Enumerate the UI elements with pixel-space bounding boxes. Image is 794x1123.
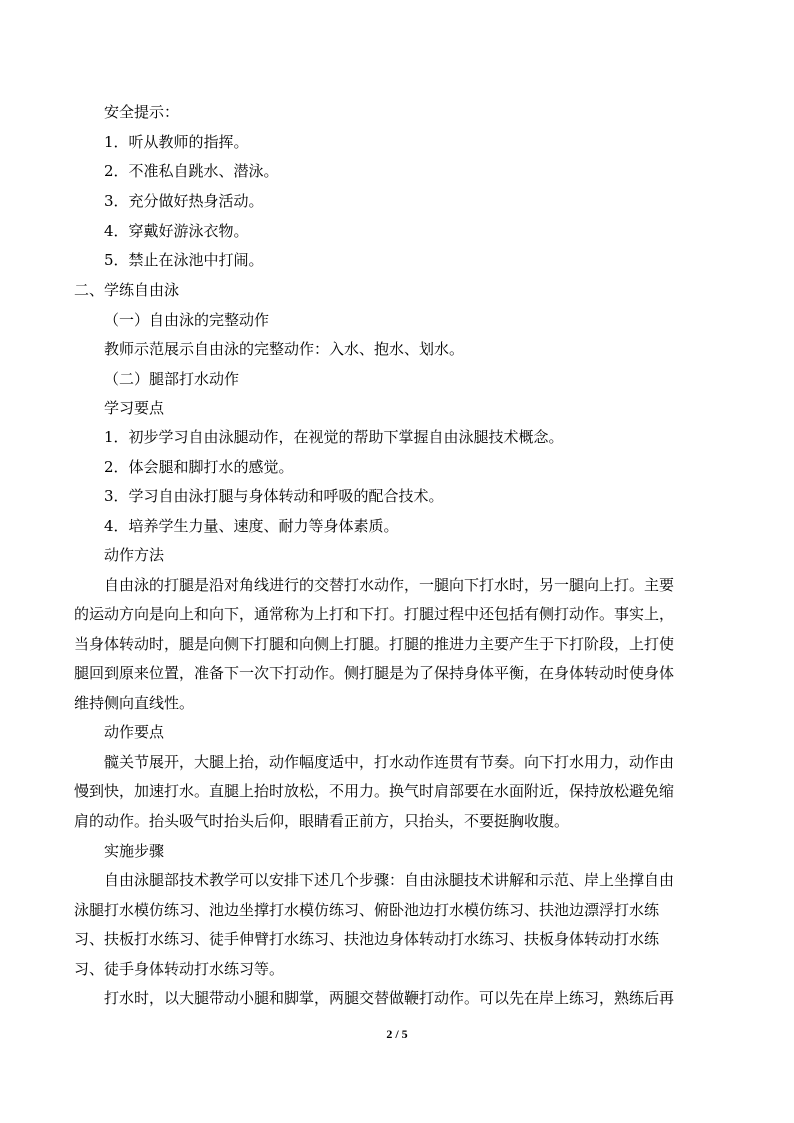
text-line: 二、学练自由泳 xyxy=(74,281,180,299)
text-line: （二）腿部打水动作 xyxy=(104,370,240,388)
text-line: 2．体会腿和脚打水的感觉。 xyxy=(104,458,294,476)
text-line: 腿回到原来位置，准备下一次下打动作。侧打腿是为了保持身体平衡，在身体转动时使身体 xyxy=(74,664,675,682)
text-line: 实施步骤 xyxy=(104,842,165,860)
text-line: 的运动方向是向上和向下，通常称为上打和下打。打腿过程中还包括有侧打动作。事实上， xyxy=(74,605,675,623)
text-line: 自由泳腿部技术教学可以安排下述几个步骤：自由泳腿技术讲解和示范、岸上坐撑自由 xyxy=(104,871,675,889)
text-line: 4．穿戴好游泳衣物。 xyxy=(104,222,249,240)
text-line: 泳腿打水模仿练习、池边坐撑打水模仿练习、俯卧池边打水模仿练习、扶池边漂浮打水练 xyxy=(74,901,660,919)
text-line: 1．听从教师的指挥。 xyxy=(104,133,249,151)
text-line: 习、扶板打水练习、徒手伸臂打水练习、扶池边身体转动打水练习、扶板身体转动打水练 xyxy=(74,930,660,948)
text-line: 安全提示： xyxy=(104,103,180,121)
text-line: 维持侧向直线性。 xyxy=(74,694,195,712)
text-line: 5．禁止在泳池中打闹。 xyxy=(104,251,264,269)
text-line: （一）自由泳的完整动作 xyxy=(104,311,270,329)
text-line: 自由泳的打腿是沿对角线进行的交替打水动作，一腿向下打水时，另一腿向上打。主要 xyxy=(104,576,675,594)
text-line: 2．不准私自跳水、潜泳。 xyxy=(104,162,279,180)
text-line: 3．充分做好热身活动。 xyxy=(104,192,264,210)
text-line: 髋关节展开，大腿上抬，动作幅度适中，打水动作连贯有节奏。向下打水用力，动作由 xyxy=(104,753,675,771)
text-line: 习、徒手身体转动打水练习等。 xyxy=(74,960,285,978)
text-line: 当身体转动时，腿是向侧下打腿和向侧上打腿。打腿的推进力主要产生于下打阶段，上打使 xyxy=(74,635,675,653)
text-line: 慢到快，加速打水。直腿上抬时放松，不用力。换气时肩部要在水面附近，保持放松避免缩 xyxy=(74,782,675,800)
text-line: 3．学习自由泳打腿与身体转动和呼吸的配合技术。 xyxy=(104,487,444,505)
text-line: 动作要点 xyxy=(104,723,165,741)
text-line: 教师示范展示自由泳的完整动作：入水、抱水、划水。 xyxy=(104,340,465,358)
text-line: 肩的动作。抬头吸气时抬头后仰，眼睛看正前方，只抬头，不要挺胸收腹。 xyxy=(74,812,570,830)
text-line: 学习要点 xyxy=(104,399,165,417)
text-line: 动作方法 xyxy=(104,546,165,564)
text-line: 打水时，以大腿带动小腿和脚掌，两腿交替做鞭打动作。可以先在岸上练习，熟练后再 xyxy=(104,989,675,1007)
page-number: 2 / 5 xyxy=(386,1027,408,1041)
text-line: 1．初步学习自由泳腿动作，在视觉的帮助下掌握自由泳腿技术概念。 xyxy=(104,428,564,446)
text-line: 4．培养学生力量、速度、耐力等身体素质。 xyxy=(104,517,399,535)
